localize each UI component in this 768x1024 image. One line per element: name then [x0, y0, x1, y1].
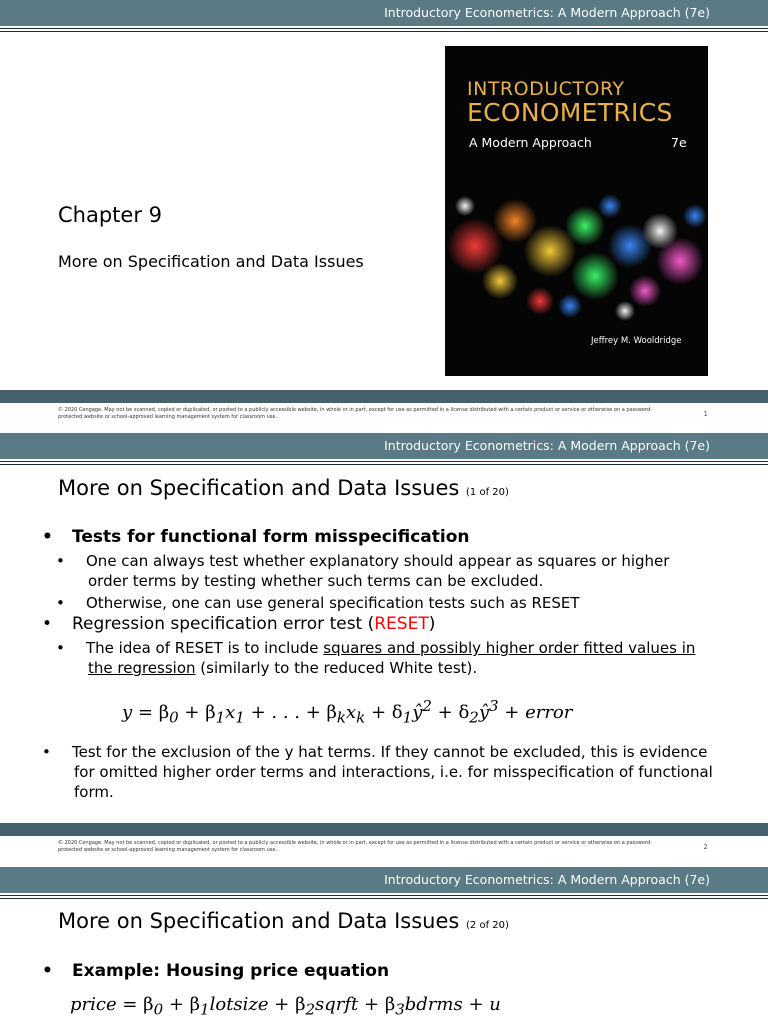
reset-equation: $y = \beta_0 + \beta_1x_1$ + . . . + $\beta_kx_k$ + $\delta_1ŷ^2$ + $\delta_2ŷ^3$ + error — [122, 697, 573, 727]
header-rule — [0, 461, 768, 465]
bottom-band — [0, 390, 768, 404]
bullet-functional-form: • Tests for functional form misspecification — [42, 527, 470, 547]
bullet-text: Example: Housing price equation — [72, 961, 390, 981]
sub-bullet-reset-idea: • The idea of RESET is to include squares and possibly higher order fitted values in the regression (similarly to the reduced White test). — [56, 639, 696, 677]
header-text: Introductory Econometrics: A Modern Approach (7e) — [384, 872, 710, 887]
book-cover — [445, 46, 708, 376]
slide-header — [0, 0, 768, 26]
page-number: 2 — [703, 843, 708, 851]
copyright-text: © 2020 Cengage. May not be scanned, copied or duplicated, or posted to a publicly accessible website, in whole or in part, except for use as permitted in a license distributed with a certain product or service or otherwise on a password-protected website or school-approved learning management system for classroom use. — [58, 840, 652, 853]
sub-bullet-text: One can always test whether explanatory should appear as squares or higher order terms by testing whether such terms can be excluded. — [86, 552, 670, 590]
slide-footer — [0, 836, 768, 866]
slide-title-text: More on Specification and Data Issues — [58, 909, 460, 933]
cover-title-line2: ECONOMETRICS — [467, 98, 673, 127]
page-number: 1 — [703, 410, 708, 418]
cover-subtitle: A Modern Approach — [469, 135, 592, 150]
sub-bullet-text: Test for the exclusion of the y hat terms. If they cannot be excluded, this is evidence for omitted higher order terms and interactions, i.e. for misspecification of functional form. — [72, 743, 713, 801]
slide-2 — [0, 433, 768, 867]
slide-title-count: (1 of 20) — [466, 487, 509, 498]
sub-bullet-underlined: squares and possibly higher order fitted values in the regression — [88, 639, 696, 677]
sub-bullet-text-a: The idea of RESET is to include — [86, 639, 324, 657]
slide-title-count: (2 of 20) — [466, 920, 509, 931]
bottom-band — [0, 823, 768, 837]
header-rule — [0, 895, 768, 899]
sub-bullet-text-b: (similarly to the reduced White test). — [195, 659, 478, 677]
slide-3 — [0, 867, 768, 1024]
slide-header — [0, 867, 768, 893]
slide-title-text: More on Specification and Data Issues — [58, 476, 460, 500]
reset-highlight: RESET — [374, 614, 429, 634]
copyright-text: © 2020 Cengage. May not be scanned, copied or duplicated, or posted to a publicly accessible website, in whole or in part, except for use as permitted in a license distributed with a certain product or service or otherwise on a password-protected website or school-approved learning management system for classroom use. — [58, 407, 652, 420]
slide-title — [58, 476, 509, 500]
chapter-title: Chapter 9 — [58, 203, 162, 227]
sub-bullet-squares: • One can always test whether explanatory should appear as squares or higher order terms by testing whether such terms can be excluded. — [56, 552, 670, 590]
bullet-text-b: ) — [428, 614, 436, 634]
slide-footer — [0, 403, 768, 433]
header-text: Introductory Econometrics: A Modern Approach (7e) — [384, 5, 710, 20]
cover-edition: 7e — [671, 135, 687, 150]
sub-bullet-reset-general: • Otherwise, one can use general specification tests such as RESET — [56, 594, 580, 612]
bullet-text: Tests for functional form misspecification — [72, 527, 470, 547]
slide-header — [0, 433, 768, 459]
housing-price-equation: price = $\beta_0$ + $\beta_1lotsize$ + $\beta_2sqrft$ + $\beta_3bdrms + u$ — [70, 994, 501, 1019]
cover-title-line1: INTRODUCTORY — [467, 78, 625, 100]
bullet-reset: • Regression specification error test (RESET) — [42, 614, 436, 634]
slide-1 — [0, 0, 768, 433]
sub-bullet-text: Otherwise, one can use general specification tests such as RESET — [86, 594, 580, 612]
cover-author: Jeffrey M. Wooldridge — [591, 336, 682, 346]
sub-bullet-test-exclusion: • Test for the exclusion of the y hat terms. If they cannot be excluded, this is evidence for omitted higher order terms and interactions, i.e. for misspecification of functional form. — [42, 743, 713, 801]
chapter-subtitle: More on Specification and Data Issues — [58, 252, 364, 271]
bullet-example: • Example: Housing price equation — [42, 961, 390, 981]
slide-title — [58, 909, 509, 933]
bullet-text-a: Regression specification error test ( — [72, 614, 375, 634]
header-text: Introductory Econometrics: A Modern Approach (7e) — [384, 438, 710, 453]
header-rule — [0, 28, 768, 32]
